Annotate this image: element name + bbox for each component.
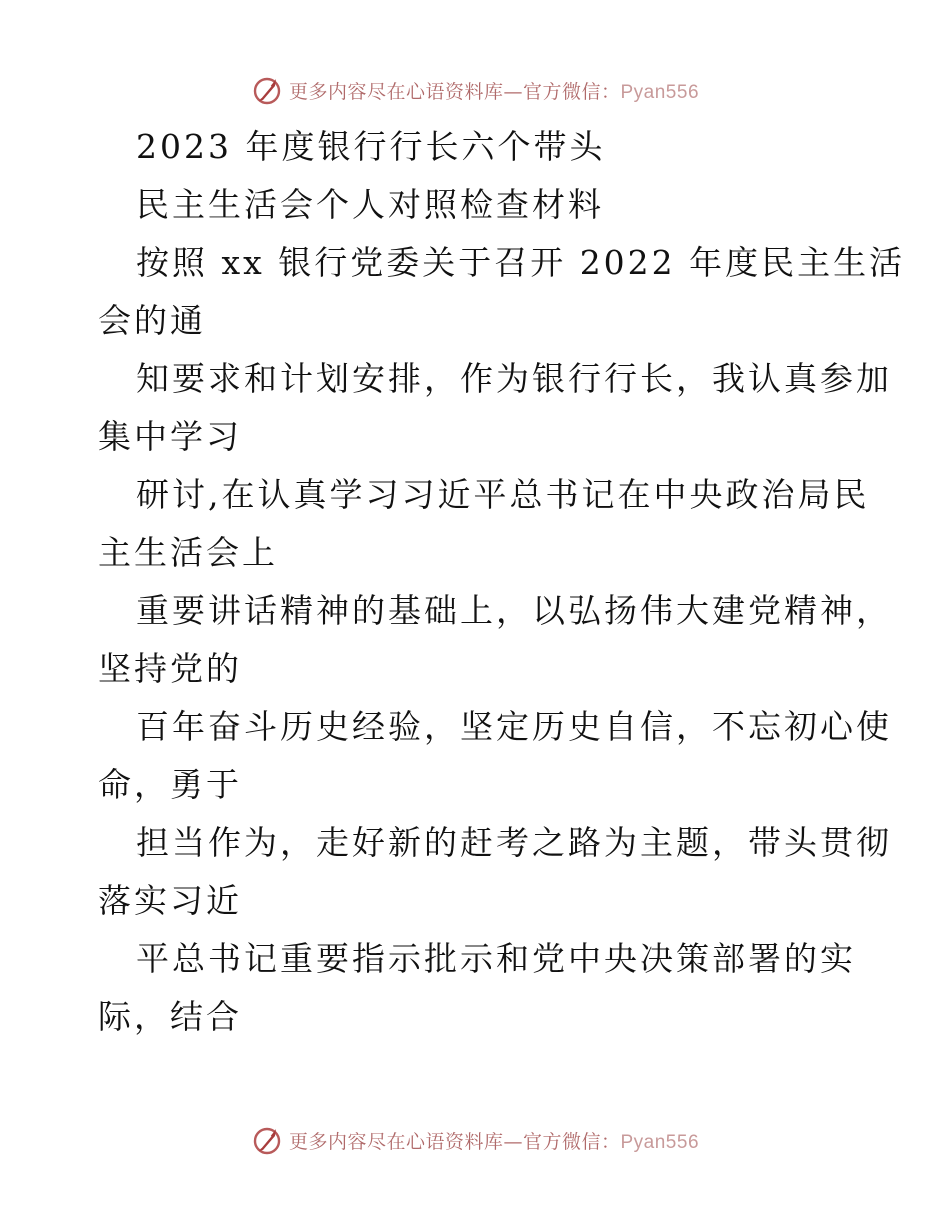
paragraph-line: 主生活会上 (98, 533, 278, 572)
paragraph-line: 知要求和计划安排，作为银行行长，我认真参加 (136, 359, 892, 398)
paragraph-line: 际，结合 (98, 997, 242, 1036)
wechat-id: Pyan556 (620, 1131, 700, 1153)
header-watermark-banner (0, 70, 950, 110)
paragraph-line: 平总书记重要指示批示和党中央决策部署的实 (136, 939, 856, 978)
paragraph-line: 会的通 (98, 301, 206, 340)
document-title-line-2: 民主生活会个人对照检查材料 (136, 185, 604, 224)
quill-pen-logo-icon (251, 1124, 283, 1156)
banner-text: 更多内容尽在心语资料库—官方微信：Pyan556 (288, 80, 700, 103)
quill-pen-logo-icon (251, 74, 283, 106)
paragraph-line: 担当作为，走好新的赶考之路为主题，带头贯彻 (136, 823, 892, 862)
paragraph-line: 研讨,在认真学习习近平总书记在中央政治局民 (136, 475, 870, 514)
wechat-id: Pyan556 (620, 81, 700, 103)
paragraph-line: 按照 xx 银行党委关于召开 2022 年度民主生活 (136, 243, 906, 282)
paragraph-line: 百年奋斗历史经验，坚定历史自信，不忘初心使 (136, 707, 892, 746)
banner-text: 更多内容尽在心语资料库—官方微信：Pyan556 (288, 1130, 700, 1153)
paragraph-line: 重要讲话精神的基础上，以弘扬伟大建党精神， (136, 591, 892, 630)
paragraph-line: 坚持党的 (98, 649, 242, 688)
paragraph-line: 集中学习 (98, 417, 242, 456)
paragraph-line: 命，勇于 (98, 765, 242, 804)
document-title-line-1: 2023 年度银行行长六个带头 (136, 127, 606, 166)
footer-watermark-banner (0, 1120, 950, 1160)
paragraph-line: 落实习近 (98, 881, 242, 920)
